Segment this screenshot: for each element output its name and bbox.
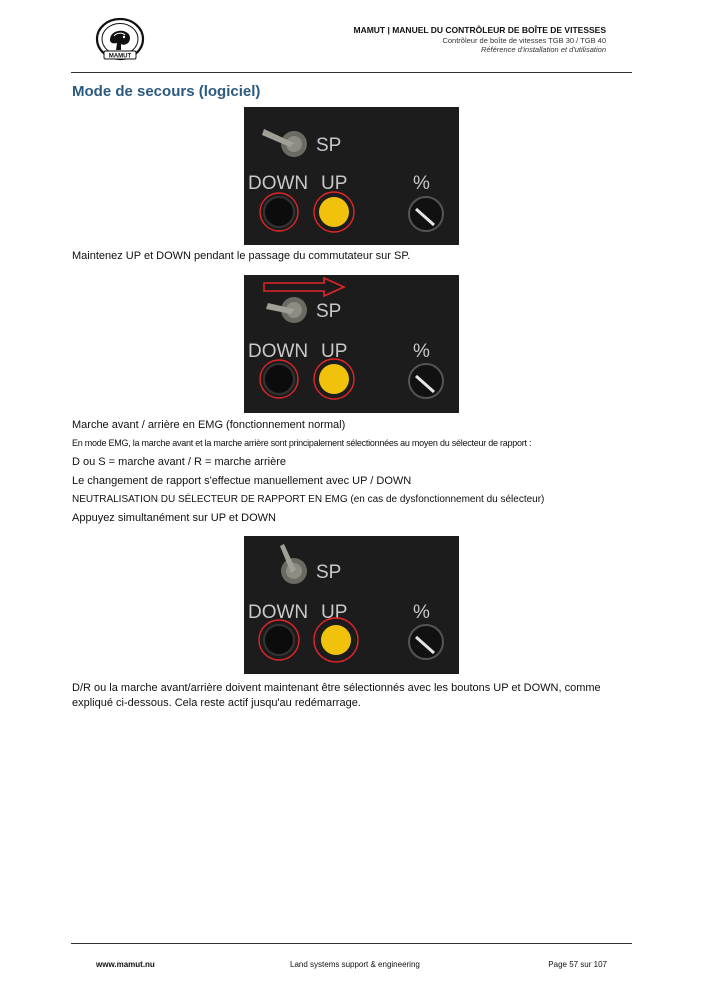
- document-subtitle: Contrôleur de boîte de vitesses TGB 30 / TGB 40: [442, 35, 606, 45]
- panel-label-percent: %: [413, 173, 430, 194]
- footer-divider: [71, 943, 632, 944]
- panel-label-percent: %: [413, 602, 430, 623]
- control-panel-image-both: [244, 536, 459, 674]
- mamut-logo: [94, 16, 146, 62]
- panel-photo-2: [244, 275, 459, 413]
- panel-label-up: UP: [321, 173, 348, 194]
- emg-explanation-line: En mode EMG, la marche avant et la marche arrière sont principalement sélectionnées au moyen du sélecteur de rapport :: [72, 438, 532, 448]
- panel-label-sp: SP: [316, 135, 342, 156]
- panel-label-down: DOWN: [248, 341, 309, 362]
- footer-website: www.mamut.nu: [96, 960, 155, 969]
- logo-wordmark: MAMUT: [108, 53, 132, 60]
- press-simultaneously-line: Appuyez simultanément sur UP et DOWN: [72, 512, 276, 524]
- document-header: [353, 25, 606, 54]
- document-reference: Référence d'installation et d'utilisation: [480, 45, 606, 54]
- neutralisation-line: NEUTRALISATION DU SÉLECTEUR DE RAPPORT EN EMG (en cas de dysfonctionnement du sélecteur): [72, 494, 545, 505]
- footer-page-number: Page 57 sur 107: [548, 960, 607, 969]
- panel-label-down: DOWN: [248, 173, 309, 194]
- panel-label-up: UP: [321, 341, 348, 362]
- panel-label-percent: %: [413, 341, 430, 362]
- document-title: MAMUT | MANUEL DU CONTRÔLEUR DE BOÎTE DE VITESSES: [353, 25, 606, 35]
- caption-hold-up-down: Maintenez UP et DOWN pendant le passage du commutateur sur SP.: [72, 250, 411, 262]
- emg-normal-line: Marche avant / arrière en EMG (fonctionnement normal): [72, 419, 346, 431]
- closing-paragraph: D/R ou la marche avant/arrière doivent maintenant être sélectionnés avec les boutons UP et DOWN, comme expliqué ci-dessous. Cela reste actif jusqu'au redémarrage.: [72, 682, 601, 709]
- panel-photo-1: [244, 107, 459, 245]
- control-panel-image-arrow: [244, 275, 459, 413]
- header-divider: [71, 72, 632, 73]
- panel-photo-3: [244, 536, 459, 674]
- forward-reverse-line: D ou S = marche avant / R = marche arrière: [72, 456, 286, 468]
- panel-label-sp: SP: [316, 301, 342, 322]
- footer-tagline: Land systems support & engineering: [290, 960, 420, 969]
- panel-label-down: DOWN: [248, 602, 309, 623]
- manual-shift-line: Le changement de rapport s'effectue manuellement avec UP / DOWN: [72, 475, 412, 487]
- control-panel-image: [244, 107, 459, 245]
- panel-label-sp: SP: [316, 562, 342, 583]
- panel-label-up: UP: [321, 602, 348, 623]
- section-heading: Mode de secours (logiciel): [72, 83, 261, 100]
